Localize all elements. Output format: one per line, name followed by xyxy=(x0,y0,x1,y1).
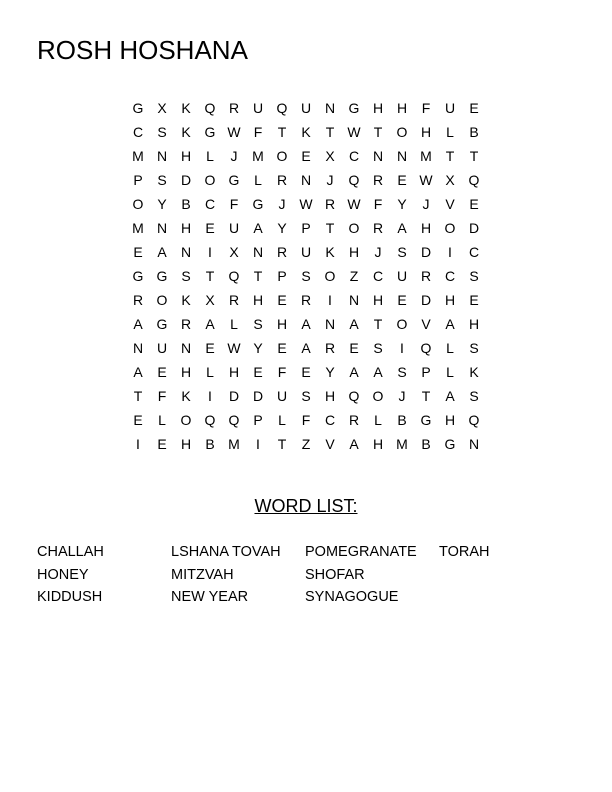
grid-cell: R xyxy=(132,292,144,308)
grid-cell: K xyxy=(469,364,479,380)
word-list-item: KIDDUSH xyxy=(37,589,103,605)
grid-cell: J xyxy=(374,244,382,260)
grid-cell: S xyxy=(397,244,407,260)
grid-cell: Y xyxy=(325,364,335,380)
grid-cell: L xyxy=(446,340,454,356)
grid-cell: B xyxy=(181,196,191,212)
grid-cell: A xyxy=(301,340,311,356)
grid-cell: J xyxy=(422,196,430,212)
word-list-item: CHALLAH xyxy=(37,544,104,560)
grid-cell: E xyxy=(277,292,287,308)
grid-cell: N xyxy=(180,244,192,260)
grid-cell: T xyxy=(277,124,287,140)
grid-cell: R xyxy=(276,172,288,188)
grid-cell: G xyxy=(420,412,432,428)
grid-cell: O xyxy=(348,220,360,236)
grid-cell: A xyxy=(397,220,407,236)
grid-cell: G xyxy=(252,196,264,212)
grid-cell: O xyxy=(204,172,216,188)
grid-cell: J xyxy=(230,148,238,164)
grid-cell: I xyxy=(256,436,260,452)
grid-cell: X xyxy=(205,292,215,308)
grid-cell: Y xyxy=(157,196,167,212)
word-list-item: SHOFAR xyxy=(305,566,365,583)
grid-cell: R xyxy=(228,292,240,308)
grid-cell: H xyxy=(372,436,384,452)
grid-cell: C xyxy=(324,412,336,428)
word-search-grid xyxy=(126,96,486,456)
grid-cell: N xyxy=(324,100,336,116)
grid-cell: Q xyxy=(204,412,216,428)
word-list xyxy=(37,541,577,609)
grid-cell: Q xyxy=(228,268,240,284)
grid-cell: D xyxy=(252,388,264,404)
grid-cell: D xyxy=(420,292,432,308)
grid-cell: L xyxy=(446,364,454,380)
grid-cell: L xyxy=(254,172,262,188)
grid-cell: T xyxy=(469,148,479,164)
grid-cell: R xyxy=(348,412,360,428)
word-list-item xyxy=(439,586,573,609)
grid-cell: N xyxy=(324,316,336,332)
grid-cell: U xyxy=(444,100,456,116)
grid-cell: S xyxy=(157,124,167,140)
grid-cell: Q xyxy=(468,412,480,428)
grid-cell: J xyxy=(278,196,286,212)
grid-cell: C xyxy=(132,124,144,140)
grid-cell: I xyxy=(208,244,212,260)
grid-cell: A xyxy=(349,436,359,452)
grid-cell: M xyxy=(252,148,264,164)
grid-cell: R xyxy=(372,172,384,188)
word-list-item: SYNAGOGUE xyxy=(305,589,399,605)
grid-cell: A xyxy=(301,316,311,332)
grid-cell: E xyxy=(133,412,143,428)
grid-cell: U xyxy=(276,388,288,404)
grid-cell: F xyxy=(229,196,239,212)
grid-cell: C xyxy=(444,268,456,284)
grid-cell: E xyxy=(397,172,407,188)
grid-cell: N xyxy=(396,148,408,164)
grid-cell: Q xyxy=(276,100,288,116)
grid-cell: S xyxy=(469,388,479,404)
grid-cell: H xyxy=(180,148,192,164)
grid-cell: X xyxy=(325,148,335,164)
grid-cell: M xyxy=(132,148,144,164)
grid-cell: O xyxy=(180,412,192,428)
grid-cell: S xyxy=(301,268,311,284)
grid-cell: A xyxy=(445,316,455,332)
word-list-item: POMEGRANATE xyxy=(305,544,417,560)
grid-cell: A xyxy=(373,364,383,380)
grid-cell: A xyxy=(133,364,143,380)
grid-cell: U xyxy=(396,268,408,284)
grid-cell: E xyxy=(397,292,407,308)
grid-cell: C xyxy=(468,244,480,260)
grid-cell: I xyxy=(400,340,404,356)
grid-cell: V xyxy=(421,316,431,332)
grid-cell: Q xyxy=(348,172,360,188)
grid-cell: N xyxy=(348,292,360,308)
grid-cell: M xyxy=(228,436,240,452)
grid-cell: H xyxy=(468,316,480,332)
grid-cell: O xyxy=(396,124,408,140)
grid-cell: N xyxy=(156,148,168,164)
grid-cell: B xyxy=(421,436,431,452)
grid-cell: S xyxy=(469,340,479,356)
grid-cell: D xyxy=(180,172,192,188)
grid-cell: N xyxy=(372,148,384,164)
grid-cell: S xyxy=(181,268,191,284)
grid-cell: Z xyxy=(301,436,311,452)
grid-cell: D xyxy=(420,244,432,260)
grid-cell: F xyxy=(253,124,263,140)
grid-cell: U xyxy=(252,100,264,116)
grid-cell: T xyxy=(421,388,431,404)
grid-cell: H xyxy=(180,364,192,380)
grid-cell: A xyxy=(205,316,215,332)
grid-cell: H xyxy=(372,100,384,116)
grid-cell: X xyxy=(157,100,167,116)
grid-cell: D xyxy=(228,388,240,404)
grid-cell: P xyxy=(277,268,287,284)
grid-cell: B xyxy=(205,436,215,452)
grid-cell: Y xyxy=(397,196,407,212)
grid-cell: M xyxy=(420,148,432,164)
grid-cell: A xyxy=(445,388,455,404)
grid-cell: C xyxy=(348,148,360,164)
grid-cell: R xyxy=(228,100,240,116)
grid-cell: H xyxy=(276,316,288,332)
grid-cell: U xyxy=(300,244,312,260)
grid-cell: A xyxy=(349,364,359,380)
grid-cell: R xyxy=(372,220,384,236)
grid-cell: A xyxy=(253,220,263,236)
grid-cell: E xyxy=(469,100,479,116)
grid-cell: H xyxy=(228,364,240,380)
grid-cell: H xyxy=(372,292,384,308)
grid-cell: I xyxy=(448,244,452,260)
page-title: ROSH HOSHANA xyxy=(37,35,248,65)
grid-cell: T xyxy=(373,316,383,332)
grid-cell: L xyxy=(374,412,382,428)
grid-cell: P xyxy=(133,172,143,188)
grid-cell: Q xyxy=(420,340,432,356)
grid-cell: C xyxy=(204,196,216,212)
grid-cell: E xyxy=(349,340,359,356)
grid-cell: X xyxy=(229,244,239,260)
grid-cell: S xyxy=(397,364,407,380)
grid-cell: F xyxy=(421,100,431,116)
grid-cell: I xyxy=(136,436,140,452)
grid-cell: P xyxy=(253,412,263,428)
grid-cell: U xyxy=(228,220,240,236)
grid-cell: O xyxy=(444,220,456,236)
grid-cell: Q xyxy=(348,388,360,404)
grid-cell: U xyxy=(156,340,168,356)
grid-cell: E xyxy=(301,364,311,380)
grid-cell: H xyxy=(444,412,456,428)
grid-cell: K xyxy=(181,388,191,404)
grid-cell: T xyxy=(253,268,263,284)
grid-cell: M xyxy=(396,436,408,452)
grid-cell: G xyxy=(228,172,240,188)
word-list-item: LSHANA TOVAH xyxy=(171,544,281,560)
grid-cell: O xyxy=(372,388,384,404)
grid-cell: V xyxy=(325,436,335,452)
grid-cell: R xyxy=(180,316,192,332)
grid-cell: S xyxy=(253,316,263,332)
grid-cell: O xyxy=(276,148,288,164)
grid-cell: E xyxy=(133,244,143,260)
grid-cell: D xyxy=(468,220,480,236)
grid-cell: W xyxy=(227,340,241,356)
grid-cell: K xyxy=(181,124,191,140)
grid-cell: G xyxy=(132,268,144,284)
word-list-item: NEW YEAR xyxy=(171,589,249,605)
grid-cell: K xyxy=(181,100,191,116)
grid-cell: N xyxy=(468,436,480,452)
grid-cell: H xyxy=(396,100,408,116)
grid-cell: N xyxy=(180,340,192,356)
grid-cell: Y xyxy=(253,340,263,356)
grid-cell: T xyxy=(325,220,335,236)
grid-cell: W xyxy=(347,196,361,212)
grid-cell: J xyxy=(326,172,334,188)
grid-cell: A xyxy=(157,244,167,260)
grid-cell: L xyxy=(158,412,166,428)
grid-cell: G xyxy=(156,316,168,332)
grid-cell: V xyxy=(445,196,455,212)
grid-cell: K xyxy=(301,124,311,140)
grid-cell: O xyxy=(396,316,408,332)
grid-cell: I xyxy=(328,292,332,308)
grid-cell: H xyxy=(180,436,192,452)
grid-cell: R xyxy=(324,196,336,212)
grid-cell: G xyxy=(204,124,216,140)
grid-cell: W xyxy=(347,124,361,140)
grid-cell: G xyxy=(444,436,456,452)
grid-cell: L xyxy=(446,124,454,140)
grid-cell: T xyxy=(373,124,383,140)
grid-cell: U xyxy=(300,100,312,116)
grid-cell: E xyxy=(157,364,167,380)
grid-cell: T xyxy=(325,124,335,140)
grid-cell: A xyxy=(133,316,143,332)
grid-cell: H xyxy=(252,292,264,308)
grid-cell: K xyxy=(181,292,191,308)
word-list-item: MITZVAH xyxy=(171,566,234,583)
grid-cell: L xyxy=(206,148,214,164)
grid-cell: Q xyxy=(228,412,240,428)
grid-cell: W xyxy=(419,172,433,188)
grid-cell: A xyxy=(349,316,359,332)
grid-cell: F xyxy=(301,412,311,428)
grid-cell: L xyxy=(278,412,286,428)
grid-cell: T xyxy=(445,148,455,164)
grid-cell: T xyxy=(133,388,143,404)
word-list-item: HONEY xyxy=(37,566,89,583)
grid-cell: P xyxy=(421,364,431,380)
grid-cell: Z xyxy=(349,268,359,284)
grid-cell: Y xyxy=(277,220,287,236)
grid-cell: E xyxy=(157,436,167,452)
grid-cell: W xyxy=(299,196,313,212)
grid-cell: S xyxy=(469,268,479,284)
grid-cell: R xyxy=(300,292,312,308)
grid-cell: H xyxy=(324,388,336,404)
grid-cell: O xyxy=(324,268,336,284)
word-list-item: TORAH xyxy=(439,544,490,560)
grid-cell: H xyxy=(180,220,192,236)
grid-cell: E xyxy=(253,364,263,380)
grid-cell: S xyxy=(301,388,311,404)
grid-cell: G xyxy=(132,100,144,116)
grid-cell: K xyxy=(325,244,335,260)
grid-cell: X xyxy=(445,172,455,188)
grid-cell: R xyxy=(420,268,432,284)
grid-cell: L xyxy=(230,316,238,332)
grid-cell: J xyxy=(398,388,406,404)
grid-cell: R xyxy=(324,340,336,356)
grid-cell: F xyxy=(157,388,167,404)
grid-cell: E xyxy=(205,340,215,356)
grid-cell: H xyxy=(348,244,360,260)
grid-cell: N xyxy=(156,220,168,236)
grid-cell: S xyxy=(373,340,383,356)
word-list-item xyxy=(439,564,573,587)
grid-cell: N xyxy=(252,244,264,260)
grid-cell: G xyxy=(348,100,360,116)
grid-cell: R xyxy=(276,244,288,260)
grid-cell: F xyxy=(373,196,383,212)
grid-cell: P xyxy=(301,220,311,236)
grid-cell: O xyxy=(156,292,168,308)
grid-cell: B xyxy=(469,124,479,140)
grid-cell: L xyxy=(206,364,214,380)
word-list-heading: WORD LIST: xyxy=(254,496,358,516)
grid-cell: F xyxy=(277,364,287,380)
grid-cell: E xyxy=(469,196,479,212)
grid-cell: N xyxy=(132,340,144,356)
grid-cell: H xyxy=(420,124,432,140)
grid-cell: Q xyxy=(468,172,480,188)
grid-cell: W xyxy=(227,124,241,140)
grid-cell: G xyxy=(156,268,168,284)
grid-cell: E xyxy=(205,220,215,236)
grid-cell: O xyxy=(132,196,144,212)
grid-cell: I xyxy=(208,388,212,404)
grid-cell: B xyxy=(397,412,407,428)
grid-cell: C xyxy=(372,268,384,284)
grid-cell: H xyxy=(420,220,432,236)
grid-cell: T xyxy=(277,436,287,452)
grid-cell: E xyxy=(277,340,287,356)
grid-cell: T xyxy=(205,268,215,284)
grid-cell: Q xyxy=(204,100,216,116)
grid-cell: E xyxy=(301,148,311,164)
grid-cell: M xyxy=(132,220,144,236)
grid-cell: N xyxy=(300,172,312,188)
grid-cell: S xyxy=(157,172,167,188)
grid-cell: H xyxy=(444,292,456,308)
grid-cell: E xyxy=(469,292,479,308)
